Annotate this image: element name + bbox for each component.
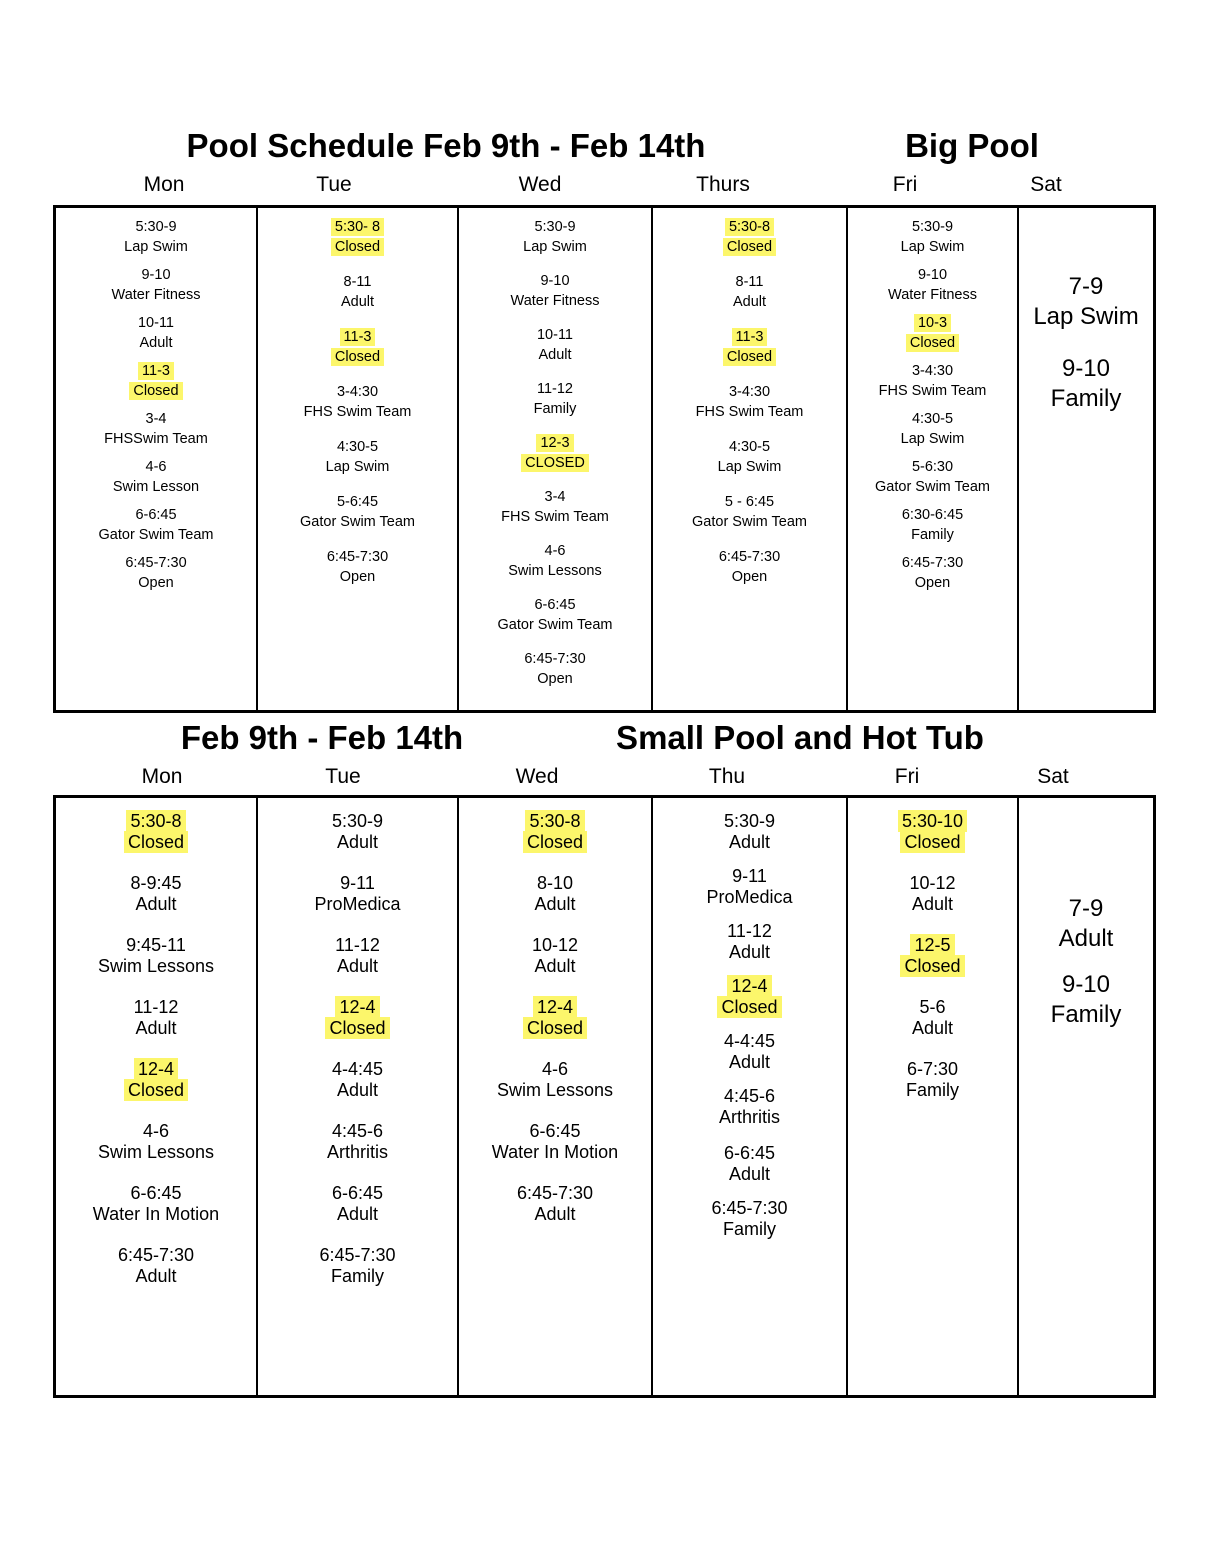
entry-time: 6:45-7:30 [516,1183,594,1203]
entry-time: 9-10 [141,267,171,283]
entry-label: Lap Swim [124,239,188,255]
entry-time: 3-4:30 [336,384,379,400]
schedule-entry [848,553,1017,593]
schedule-entry [848,361,1017,401]
schedule-entry [653,811,846,853]
entry-time: 12-4 [258,997,457,1018]
schedule-entry [459,271,651,311]
big-pool-column-wed [459,208,653,710]
entry-time: 5:30-9 [723,811,776,831]
schedule-entry [56,1183,256,1225]
schedule-entry [56,935,256,977]
entry-time: 6-7:30 [906,1059,959,1079]
schedule-entry [459,873,651,915]
entry-label: Open [914,575,951,591]
entry-time: 10-11 [536,327,573,343]
schedule-entry [258,1245,457,1287]
entry-label: Gator Swim Team [692,514,807,530]
entry-label: Closed [258,347,457,367]
big-pool-column-mon [56,208,258,710]
entry-label: Closed [258,237,457,257]
schedule-entry [56,217,256,257]
entry-time: 12-4 [56,1059,256,1080]
entry-time: 6-6:45 [331,1183,384,1203]
schedule-entry [56,997,256,1039]
schedule-entry [653,437,846,477]
entry-time: 6-6:45 [135,507,177,523]
entry-time: 6:30-6:45 [901,507,964,523]
schedule-entry [653,976,846,1018]
schedule-entry [653,866,846,908]
entry-label: Closed [653,347,846,367]
schedule-entry [459,935,651,977]
entry-label: Open [537,671,573,687]
schedule-entry [258,272,457,312]
entry-time: 12-3 [459,433,651,453]
small-pool-label: Small Pool and Hot Tub [616,719,984,756]
entry-time: 9-10 [1061,355,1111,382]
entry-label: Closed [848,333,1017,353]
entry-time: 5:30-8 [56,811,256,832]
schedule-entry [56,457,256,497]
entry-time: 7-9 [1068,895,1104,922]
big-pool-column-sat [1019,208,1153,710]
schedule-entry [848,217,1017,257]
schedule-entry [848,265,1017,305]
entry-label: Adult [728,832,771,852]
entry-time: 4:45-6 [723,1086,776,1106]
entry-time: 6:45-7:30 [901,555,964,571]
schedule-entry [459,1183,651,1225]
entry-label: Closed [56,1080,256,1101]
schedule-entry [1019,970,1153,1030]
schedule-entry [459,433,651,473]
day-header-wed: Wed [515,765,559,788]
entry-time: 10-11 [137,315,174,331]
schedule-entry [459,1121,651,1163]
entry-time: 9-10 [917,267,948,283]
entry-time: 4:30-5 [728,439,771,455]
entry-label: Adult [534,956,576,976]
entry-time: 6:45-7:30 [718,549,781,565]
schedule-entry [459,217,651,257]
entry-label: Lap Swim [900,239,965,255]
entry-time: 3-4:30 [728,384,771,400]
entry-time: 4:30-5 [911,411,954,427]
schedule-entry [56,1059,256,1101]
entry-label: Swim Lessons [508,563,602,579]
entry-label: Adult [135,894,177,914]
entry-label: Adult [336,1080,379,1100]
schedule-entry [848,409,1017,449]
schedule-entry [459,379,651,419]
entry-label: Adult [728,1164,771,1184]
schedule-entry [56,361,256,401]
day-header-tue: Tue [316,173,352,196]
schedule-entry [653,1198,846,1240]
schedule-entry [258,873,457,915]
entry-time: 6:45-7:30 [125,555,187,571]
entry-label: Adult [1058,925,1114,952]
small-pool-day-header-row [0,762,1217,792]
entry-label: Adult [911,894,954,914]
entry-time: 10-3 [848,313,1017,333]
entry-time: 8-11 [735,274,764,290]
entry-time: 5 - 6:45 [724,494,775,510]
entry-time: 6:45-7:30 [524,651,586,667]
entry-label: Water In Motion [491,1142,619,1162]
entry-time: 5:30-10 [848,811,1017,832]
schedule-entry [459,811,651,853]
schedule-entry [653,547,846,587]
entry-time: 4-6 [541,1059,568,1079]
schedule-entry [459,541,651,581]
entry-time: 6:45-7:30 [326,549,389,565]
entry-time: 4:45-6 [331,1121,384,1141]
entry-label: FHS Swim Team [501,509,609,525]
entry-time: 4-4:45 [723,1031,776,1051]
entry-time: 4-6 [142,1121,169,1141]
day-header-tue: Tue [325,765,361,788]
day-header-mon: Mon [143,173,185,196]
schedule-entry [459,487,651,527]
schedule-entry [258,217,457,257]
entry-time: 4-6 [544,543,566,559]
entry-time: 6:45-7:30 [711,1198,788,1218]
big-pool-column-thurs [653,208,848,710]
schedule-entry [459,325,651,365]
entry-time: 5-6 [919,997,946,1017]
schedule-entry [258,1121,457,1163]
schedule-entry [1019,894,1153,954]
entry-time: 9-10 [540,273,570,289]
schedule-entry [56,553,256,593]
entry-label: Closed [56,832,256,853]
schedule-entry [848,935,1017,977]
small-pool-table [53,795,1156,1398]
entry-label: Adult [911,1018,954,1038]
entry-time: 5:30-9 [135,219,177,235]
entry-label: Family [906,1080,959,1100]
big-pool-column-fri [848,208,1019,710]
entry-time: 11-3 [56,361,256,381]
entry-time: 11-12 [335,935,380,955]
schedule-entry [459,1059,651,1101]
schedule-entry [848,457,1017,497]
entry-time: 7-9 [1068,273,1104,300]
entry-label: Closed [653,997,846,1018]
schedule-entry [653,327,846,367]
entry-label: Family [911,527,954,543]
small-pool-column-thu [653,798,848,1395]
schedule-entry [258,811,457,853]
schedule-entry [459,595,651,635]
schedule-entry [653,217,846,257]
entry-label: Family [1050,385,1122,412]
entry-label: Family [533,401,577,417]
schedule-entry [848,505,1017,545]
big-pool-column-tue [258,208,459,710]
schedule-entry [848,313,1017,353]
entry-label: Lap Swim [523,239,587,255]
entry-time: 11-3 [258,327,457,347]
entry-label: Adult [534,1204,576,1224]
entry-time: 9:45-11 [126,935,186,955]
entry-time: 5:30- 8 [258,217,457,237]
entry-label: Adult [534,894,576,914]
big-pool-label: Big Pool [905,127,1039,164]
schedule-entry [848,997,1017,1039]
entry-label: Closed [653,237,846,257]
entry-time: 6-6:45 [529,1121,581,1141]
schedule-entry [1019,272,1153,332]
entry-label: Arthritis [326,1142,388,1162]
entry-label: Water Fitness [510,293,600,309]
entry-label: Closed [459,832,651,853]
entry-label: Open [731,569,768,585]
big-pool-table [53,205,1156,713]
entry-time: 3-4:30 [911,363,954,379]
schedule-entry [653,382,846,422]
entry-time: 9-11 [340,873,375,893]
entry-time: 6-6:45 [130,1183,182,1203]
entry-label: Adult [135,1018,177,1038]
small-pool-column-fri [848,798,1019,1395]
schedule-entry [56,409,256,449]
entry-time: 9-10 [1061,971,1111,998]
small-pool-schedule-title: Feb 9th - Feb 14th [180,719,464,756]
day-header-mon: Mon [141,765,183,788]
entry-time: 4-6 [145,459,167,475]
entry-label: Adult [336,956,379,976]
schedule-entry [56,505,256,545]
entry-time: 5:30-9 [911,219,954,235]
entry-label: Lap Swim [325,459,390,475]
entry-time: 8-10 [536,873,574,893]
small-pool-column-tue [258,798,459,1395]
entry-label: FHS Swim Team [695,404,804,420]
entry-label: Water Fitness [888,287,977,303]
entry-label: Gator Swim Team [875,479,990,495]
day-header-fri: Fri [892,173,918,196]
day-header-wed: Wed [518,173,562,196]
entry-time: 5-6:30 [911,459,954,475]
schedule-entry [653,921,846,963]
entry-time: 12-5 [848,935,1017,956]
entry-label: Lap Swim [900,431,965,447]
schedule-entry [56,313,256,353]
entry-time: 5:30-9 [534,219,576,235]
entry-time: 11-12 [536,381,573,397]
entry-time: 3-4 [145,411,167,427]
entry-time: 5:30-8 [459,811,651,832]
entry-label: Swim Lessons [97,1142,215,1162]
entry-time: 5-6:45 [336,494,379,510]
entry-label: FHSSwim Team [104,431,208,447]
day-header-fri: Fri [894,765,920,788]
entry-label: Family [1050,1001,1122,1028]
schedule-entry [258,997,457,1039]
schedule-entry [56,811,256,853]
day-header-sat: Sat [1037,765,1069,788]
schedule-entry [56,265,256,305]
entry-label: Gator Swim Team [98,527,214,543]
entry-label: Swim Lesson [112,479,200,495]
entry-label: Adult [728,1052,771,1072]
entry-label: Lap Swim [1033,303,1139,330]
schedule-entry [56,1121,256,1163]
entry-label: CLOSED [459,453,651,473]
entry-label: Gator Swim Team [300,514,415,530]
entry-label: Family [331,1266,384,1286]
entry-label: Closed [56,381,256,401]
schedule-entry [258,437,457,477]
small-pool-column-mon [56,798,258,1395]
schedule-entry [258,1059,457,1101]
small-pool-column-sat [1019,798,1153,1395]
entry-label: ProMedica [706,887,793,907]
entry-time: 10-12 [531,935,579,955]
schedule-entry [459,649,651,689]
entry-label: Adult [336,1204,379,1224]
entry-label: Adult [336,832,379,852]
entry-label: Adult [139,335,173,351]
schedule-entry [1019,354,1153,414]
entry-label: Swim Lessons [496,1080,614,1100]
entry-time: 11-12 [133,997,179,1017]
entry-time: 6-6:45 [534,597,576,613]
schedule-entry [459,997,651,1039]
entry-label: Gator Swim Team [497,617,613,633]
day-header-thu: Thu [708,765,746,788]
entry-time: 5:30-9 [331,811,384,831]
entry-time: 4-4:45 [331,1059,384,1079]
entry-time: 9-11 [732,866,767,886]
entry-label: Closed [848,956,1017,977]
entry-label: Closed [258,1018,457,1039]
schedule-entry [258,935,457,977]
entry-time: 5:30-8 [653,217,846,237]
entry-time: 12-4 [653,976,846,997]
day-header-thurs: Thurs [696,173,750,196]
entry-label: Water Fitness [111,287,201,303]
schedule-entry [653,1031,846,1073]
entry-label: Open [138,575,174,591]
schedule-entry [848,811,1017,853]
big-pool-schedule-title: Pool Schedule Feb 9th - Feb 14th [186,127,706,164]
schedule-entry [258,327,457,367]
entry-label: FHS Swim Team [303,404,412,420]
schedule-entry [258,547,457,587]
entry-label: Arthritis [718,1107,780,1127]
schedule-entry [653,272,846,312]
entry-label: Adult [135,1266,177,1286]
entry-label: Family [723,1219,776,1239]
entry-label: Adult [732,294,767,310]
entry-time: 11-12 [727,921,772,941]
schedule-entry [653,1086,846,1128]
entry-label: FHS Swim Team [878,383,987,399]
schedule-entry [56,873,256,915]
schedule-entry [258,1183,457,1225]
entry-label: Adult [728,942,771,962]
entry-time: 3-4 [544,489,566,505]
day-header-sat: Sat [1030,173,1062,196]
entry-label: Open [339,569,376,585]
small-pool-column-wed [459,798,653,1395]
schedule-entry [56,1245,256,1287]
entry-time: 6:45-7:30 [319,1245,396,1265]
entry-time: 8-9:45 [130,873,182,893]
entry-time: 11-3 [653,327,846,347]
entry-time: 10-12 [909,873,956,893]
schedule-entry [258,382,457,422]
entry-time: 8-11 [343,274,372,290]
entry-time: 6:45-7:30 [117,1245,195,1265]
schedule-entry [653,492,846,532]
entry-label: Adult [538,347,572,363]
schedule-entry [848,1059,1017,1101]
schedule-entry [653,1143,846,1185]
big-pool-day-header-row [0,170,1217,200]
entry-label: ProMedica [314,894,401,914]
schedule-entry [258,492,457,532]
entry-label: Swim Lessons [97,956,215,976]
entry-time: 12-4 [459,997,651,1018]
entry-time: 4:30-5 [336,439,379,455]
schedule-entry [848,873,1017,915]
entry-label: Water In Motion [92,1204,220,1224]
entry-label: Lap Swim [717,459,782,475]
entry-time: 6-6:45 [723,1143,776,1163]
entry-label: Closed [459,1018,651,1039]
entry-label: Adult [340,294,375,310]
entry-label: Closed [848,832,1017,853]
